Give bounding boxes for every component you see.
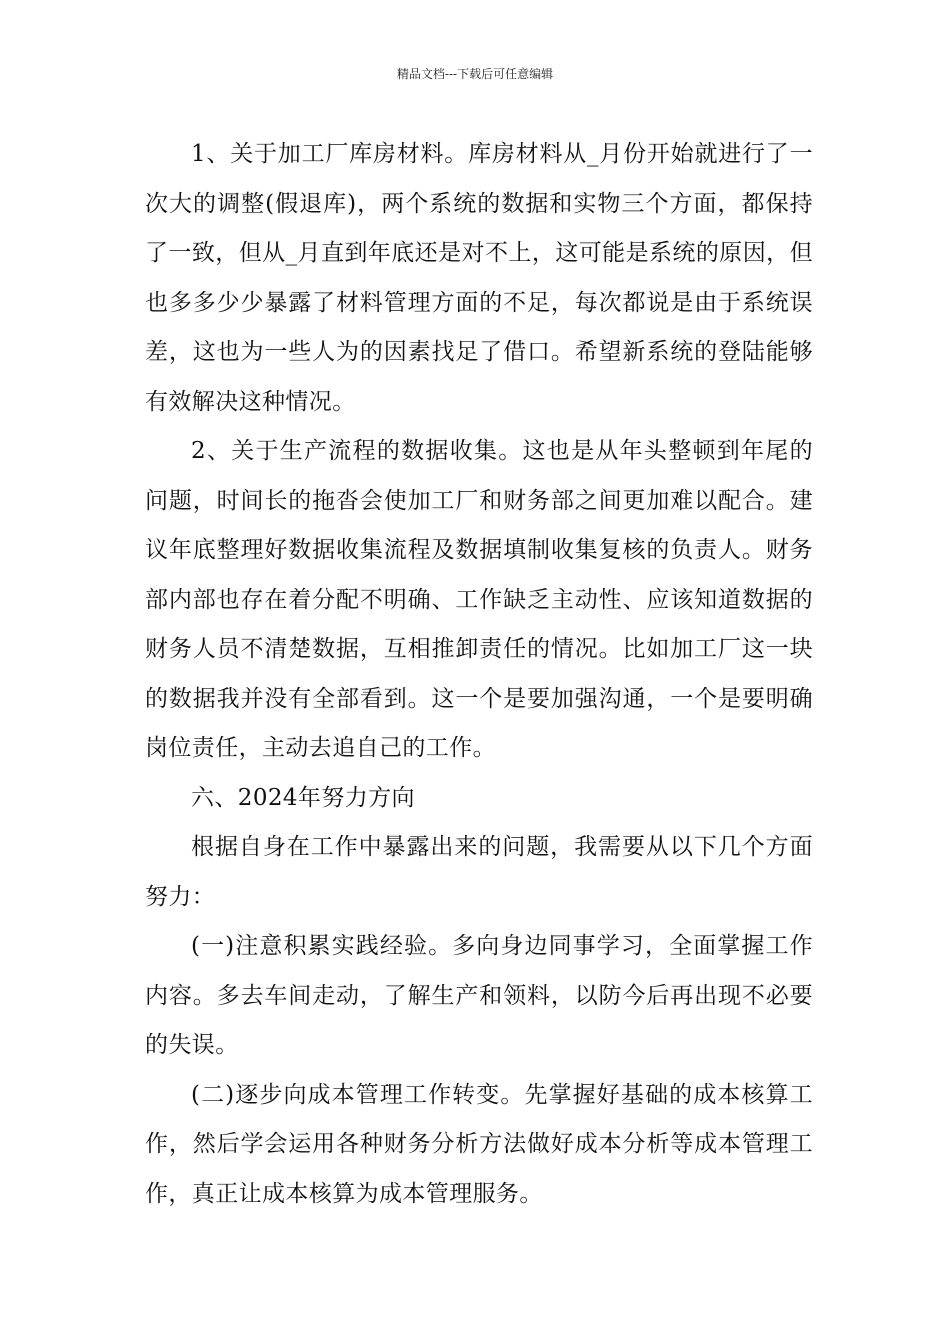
paragraph-data-collection: 2、关于生产流程的数据收集。这也是从年头整顿到年尾的问题，时间长的拖沓会使加工厂和财务部之间更加难以配合。建议年底整理好数据收集流程及数据填制收集复核的负责人。财务部内部也存在着分配不明确、工作缺乏主动性、应该知道数据的财务人员不清楚数据，互相推卸责任的情况。比如加工厂这一块的数据我并没有全部看到。这一个是要加强沟通，一个是要明确岗位责任，主动去追自己的工作。 xyxy=(145,438,813,761)
paragraph-intro-efforts: 根据自身在工作中暴露出来的问题，我需要从以下几个方面努力： xyxy=(145,834,813,910)
page-header: 精品文档---下载后可任意编辑 xyxy=(396,67,554,81)
document-body xyxy=(145,130,813,1219)
paragraph-effort-one: (一)注意积累实践经验。多向身边同事学习，全面掌握工作内容。多去车间走动，了解生产和领料，以防今后再出现不必要的失误。 xyxy=(145,933,813,1058)
section-heading-2024-direction: 六、2024年努力方向 xyxy=(191,784,415,811)
paragraph-warehouse-materials: 1、关于加工厂库房材料。库房材料从_月份开始就进行了一次大的调整(假退库)，两个系统的数据和实物三个方面，都保持了一致，但从_月直到年底还是对不上，这可能是系统的原因，但也多多少少暴露了材料管理方面的不足，每次都说是由于系统误差，这也为一些人为的因素找足了借口。希望新系统的登陆能够有效解决这种情况。 xyxy=(145,141,813,415)
paragraph-effort-two: (二)逐步向成本管理工作转变。先掌握好基础的成本核算工作，然后学会运用各种财务分析方法做好成本分析等成本管理工作，真正让成本核算为成本管理服务。 xyxy=(145,1081,813,1207)
